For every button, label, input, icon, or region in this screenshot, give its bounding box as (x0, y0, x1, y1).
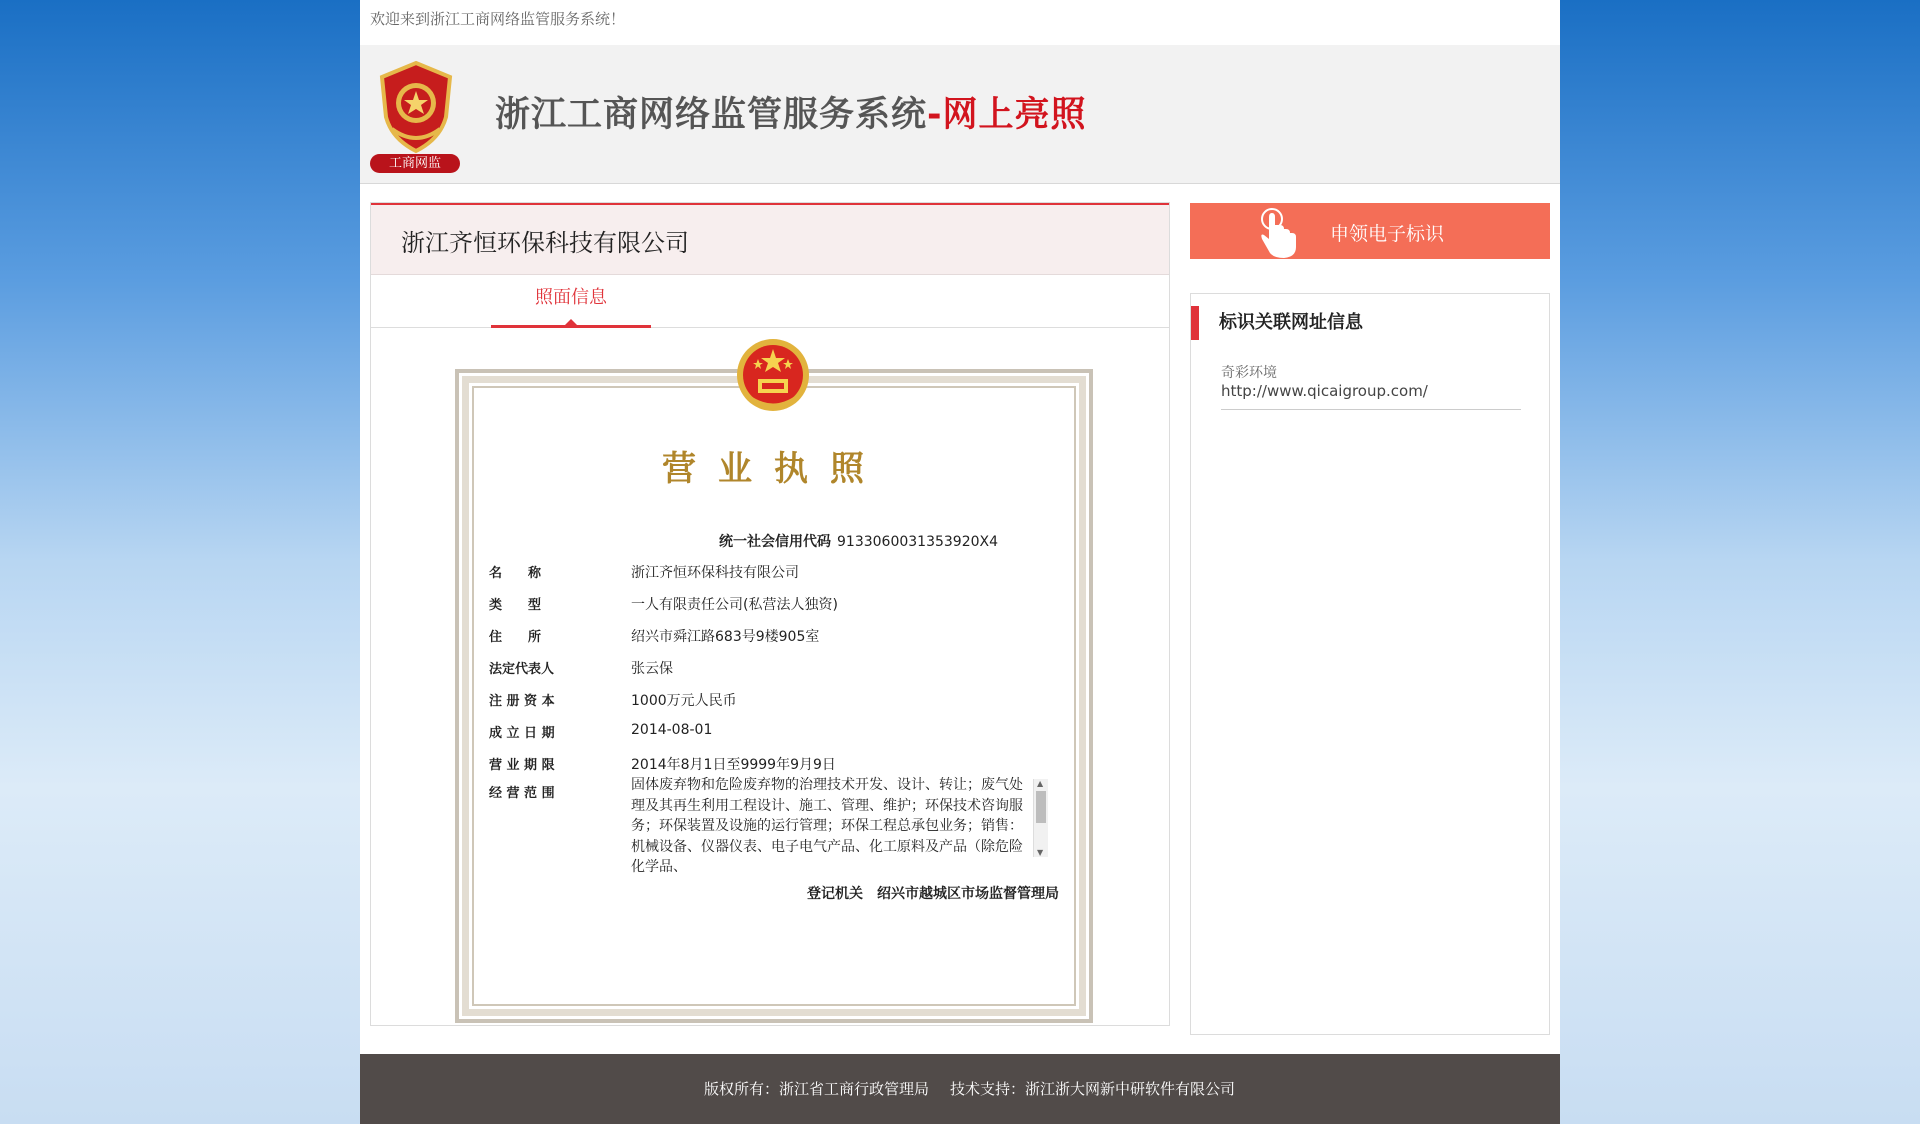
field-label-term: 营 业 期 限 (489, 758, 555, 773)
field-value-address: 绍兴市舜江路683号9楼905室 (631, 629, 820, 645)
field-label-type: 类 型 (489, 598, 542, 613)
welcome-text: 欢迎来到浙江工商网络监管服务系统！ (370, 10, 626, 28)
business-scope-text[interactable]: 固体废弃物和危险废弃物的治理技术开发、设计、转让；废气处理及其再生利用工程设计、施工、管理、维护；环保技术咨询服务；环保装置及设施的运行管理；环保工程总承包业务；销售：机械设备、仪器仪表、电子电气产品、化工原料及产品（除危险化学品、 (631, 777, 1023, 875)
divider (1221, 409, 1521, 410)
field-label-scope: 经 营 范 围 (489, 786, 555, 801)
gongshang-logo-icon[interactable] (370, 59, 462, 171)
footer-copyright: 版权所有：浙江省工商行政管理局 (704, 1080, 930, 1098)
field-label-capital: 注 册 资 本 (489, 694, 555, 709)
credit-code-row (719, 531, 998, 551)
related-url-panel (1190, 293, 1550, 1035)
scroll-down-icon[interactable]: ▼ (1037, 848, 1044, 857)
field-value-name: 浙江齐恒环保科技有限公司 (631, 565, 799, 581)
registration-authority (793, 883, 1059, 903)
welcome-bar (360, 0, 1560, 45)
field-label-est-date: 成 立 日 期 (489, 726, 555, 741)
scroll-up-icon[interactable]: ▲ (1037, 779, 1044, 788)
related-site-name: 奇彩环境 (1221, 365, 1277, 381)
company-name: 浙江齐恒环保科技有限公司 (401, 229, 689, 257)
field-value-legal-rep: 张云保 (631, 661, 673, 677)
scope-scrollbar[interactable] (1033, 779, 1048, 857)
authority-label: 登记机关 (807, 886, 863, 902)
site-title (495, 87, 1087, 137)
field-value-est-date: 2014-08-01 (631, 722, 713, 738)
credit-code-label: 统一社会信用代码 (719, 534, 831, 550)
field-value-capital: 1000万元人民币 (631, 693, 737, 709)
field-value-term: 2014年8月1日至9999年9月9日 (631, 757, 836, 773)
apply-e-label-button[interactable] (1190, 203, 1550, 259)
site-title-accent: -网上亮照 (927, 95, 1087, 135)
site-title-main: 浙江工商网络监管服务系统 (495, 95, 928, 135)
footer-support: 技术支持：浙江浙大网新中研软件有限公司 (950, 1080, 1236, 1098)
scroll-thumb[interactable] (1036, 791, 1046, 823)
related-site-url-link[interactable]: http://www.qicaigroup.com/ (1221, 382, 1428, 400)
company-bar (371, 203, 1169, 275)
tab-license-info[interactable]: 照面信息 (491, 275, 651, 328)
page-container (360, 0, 1560, 1124)
field-label-name: 名 称 (489, 566, 542, 581)
site-footer (360, 1054, 1560, 1124)
field-label-legal-rep: 法定代表人 (489, 662, 555, 677)
touch-hand-icon (1254, 207, 1302, 259)
logo-badge: 工商网监 (370, 154, 460, 173)
field-value-type: 一人有限责任公司(私营法人独资) (631, 597, 838, 613)
business-license (455, 369, 1093, 1023)
site-header (360, 45, 1560, 184)
national-emblem-icon (734, 335, 812, 417)
tab-bar (371, 275, 1169, 328)
apply-button-label: 申领电子标识 (1330, 223, 1445, 245)
field-label-address: 住 所 (489, 630, 542, 645)
tab-caret-icon (565, 319, 577, 325)
license-panel (370, 202, 1170, 1026)
license-title: 营业执照 (662, 449, 886, 489)
related-url-title: 标识关联网址信息 (1191, 306, 1363, 340)
emblem-shield-icon (370, 59, 462, 154)
credit-code-value: 9133060031353920X4 (837, 534, 999, 550)
authority-value: 绍兴市越城区市场监督管理局 (877, 886, 1059, 902)
